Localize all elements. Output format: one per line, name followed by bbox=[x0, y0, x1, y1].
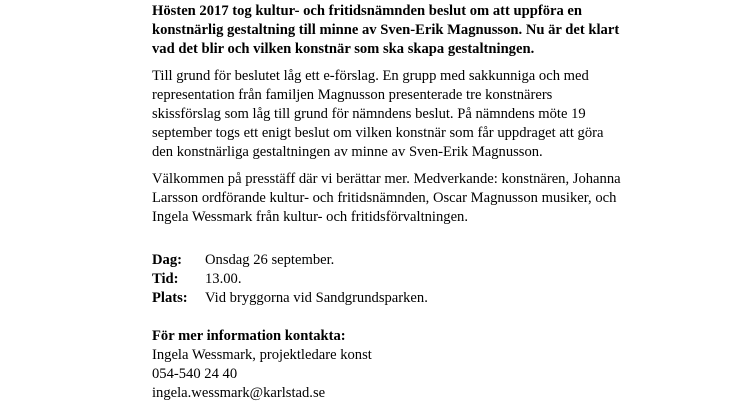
detail-label: Plats: bbox=[152, 290, 188, 306]
contact-email: ingela.wessmark@karlstad.se bbox=[152, 385, 326, 401]
contact-block bbox=[152, 327, 622, 403]
lead-paragraph: Hösten 2017 tog kultur- och fritidsnämnden beslut om att uppföra en konstnärlig gestaltning till minne av Sven-Erik Magnusson. Nu är det klart vad det blir och vilken konstnär som ska skapa gestaltningen. bbox=[152, 3, 620, 57]
detail-label: Dag: bbox=[152, 252, 182, 268]
detail-row-day bbox=[152, 251, 622, 270]
body-paragraph-invitation: Välkommen på presstäff där vi berättar mer. Medverkande: konstnären, Johanna Larsson ordförande kultur- och fritidsnämnden, Oscar Magnusson musiker, och Ingela Wessmark från kultur- och fritidsförvaltningen. bbox=[152, 171, 621, 225]
contact-phone: 054-540 24 40 bbox=[152, 366, 238, 382]
detail-value: Onsdag 26 september. bbox=[205, 252, 335, 268]
event-details bbox=[152, 251, 622, 308]
detail-row-place bbox=[152, 289, 622, 308]
detail-label: Tid: bbox=[152, 271, 179, 287]
detail-value: 13.00. bbox=[205, 271, 242, 287]
detail-value: Vid bryggorna vid Sandgrundsparken. bbox=[205, 290, 428, 306]
detail-row-time bbox=[152, 270, 622, 289]
body-paragraph-background: Till grund för beslutet låg ett e-förslag. En grupp med sakkunniga och med representation från familjen Magnusson presenterade tre konstnärers skissförslag som låg till grund för nämndens beslut. På nämndens möte 19 september togs ett enigt beslut om vilken konstnär som får uppdraget att göra den konstnärliga gestaltningen av minne av Sven-Erik Magnusson. bbox=[152, 68, 604, 160]
contact-name: Ingela Wessmark, projektledare konst bbox=[152, 347, 372, 363]
contact-heading: För mer information kontakta: bbox=[152, 328, 346, 344]
press-release bbox=[152, 2, 622, 403]
